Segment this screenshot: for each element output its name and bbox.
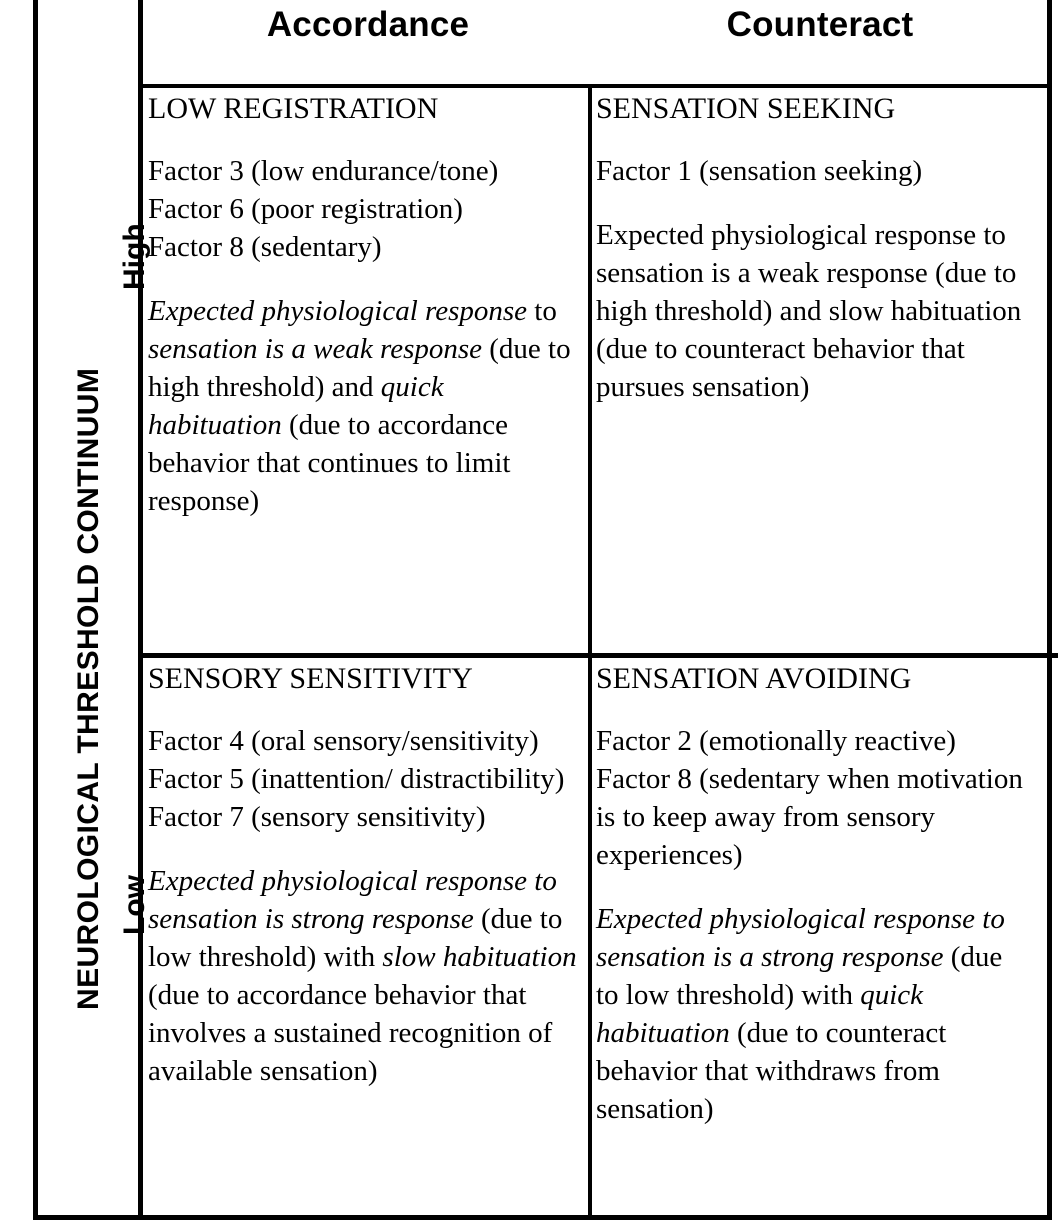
quadrant-cell-sensation-avoiding bbox=[596, 660, 1046, 1212]
quadrant-paragraph-low-registration: Expected physiological response to sensation is a weak response (due to high threshold) and quick habituation (due to accordance behavior that continues to limit response) bbox=[148, 295, 571, 517]
quadrant-paragraph-sensation-avoiding: Expected physiological response to sensation is a strong response (due to low threshold) with quick habituation (due to counteract behavior that withdraws from sensation) bbox=[596, 903, 1005, 1125]
axis-label-divider-border bbox=[138, 0, 143, 1220]
column-header-counteract: Counteract bbox=[726, 5, 914, 44]
quadrant-title-sensation-avoiding: SENSATION AVOIDING bbox=[596, 662, 912, 695]
quadrant-title-sensory-sensitivity: SENSORY SENSITIVITY bbox=[148, 662, 473, 695]
factor-item: Factor 1 (sensation seeking) bbox=[596, 155, 923, 187]
factor-list-low-registration bbox=[148, 152, 586, 266]
factor-item: Factor 3 (low endurance/tone) bbox=[148, 155, 499, 187]
quadrant-cell-sensory-sensitivity bbox=[148, 660, 586, 1212]
axis-title-neurological-threshold-continuum: NEUROLOGICAL THRESHOLD CONTINUUM bbox=[72, 367, 105, 1010]
factor-list-sensory-sensitivity bbox=[148, 722, 586, 836]
factor-item: Factor 4 (oral sensory/sensitivity) bbox=[148, 725, 539, 757]
factor-item: Factor 8 (sedentary when motivation is to keep away from sensory experiences) bbox=[596, 763, 1023, 871]
factor-item: Factor 6 (poor registration) bbox=[148, 193, 463, 225]
row-divider-border bbox=[143, 653, 1058, 658]
axis-label-low: Low bbox=[118, 875, 151, 935]
table-bottom-border bbox=[33, 1215, 1052, 1220]
factor-item: Factor 5 (inattention/ distractibility) bbox=[148, 763, 565, 795]
quadrant-cell-low-registration bbox=[148, 90, 586, 650]
table-right-outer-border bbox=[1047, 0, 1052, 1220]
factor-item: Factor 2 (emotionally reactive) bbox=[596, 725, 956, 757]
table-left-outer-border bbox=[33, 0, 38, 1220]
column-header-accordance: Accordance bbox=[266, 5, 470, 44]
factor-item: Factor 7 (sensory sensitivity) bbox=[148, 801, 486, 833]
axis-label-high: High bbox=[118, 223, 151, 290]
factor-list-sensation-seeking bbox=[596, 152, 1046, 190]
quadrant-paragraph-sensation-seeking: Expected physiological response to sensation is a weak response (due to high threshold) and slow habituation (due to counteract behavior that pursues sensation) bbox=[596, 219, 1022, 403]
quadrant-paragraph-sensory-sensitivity: Expected physiological response to sensation is strong response (due to low threshold) with slow habituation (due to accordance behavior that involves a sustained recognition of available sensation) bbox=[148, 865, 577, 1087]
quadrant-title-sensation-seeking: SENSATION SEEKING bbox=[596, 92, 896, 125]
factor-list-sensation-avoiding bbox=[596, 722, 1046, 874]
factor-item: Factor 8 (sedentary) bbox=[148, 231, 382, 263]
header-bottom-border bbox=[143, 84, 1052, 88]
quadrant-title-low-registration: LOW REGISTRATION bbox=[148, 92, 439, 125]
quadrant-cell-sensation-seeking bbox=[596, 90, 1046, 650]
column-divider-border bbox=[588, 85, 592, 1215]
